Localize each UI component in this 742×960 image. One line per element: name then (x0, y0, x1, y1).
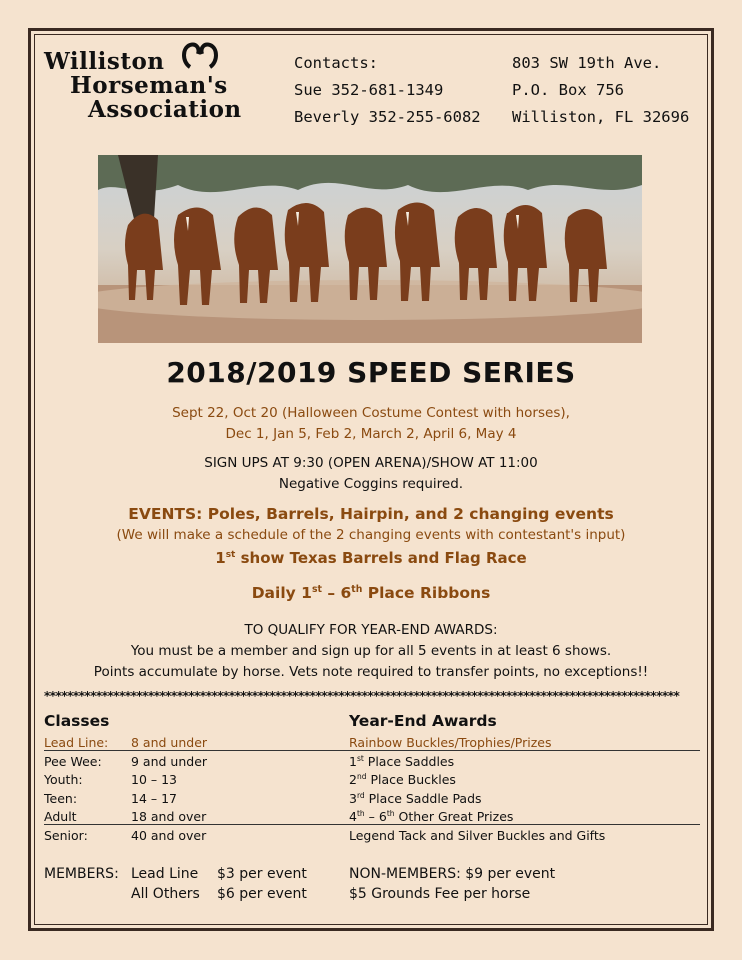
award-legend-tack: Legend Tack and Silver Buckles and Gifts (349, 828, 606, 843)
classes-heading: Classes (44, 712, 110, 730)
star-divider: ************************************************************************************************************** (44, 689, 680, 703)
award-first: 1st Place Saddles (349, 754, 455, 770)
contacts-block (294, 50, 481, 131)
page-title: 2018/2019 SPEED SERIES (166, 356, 576, 389)
coggins-note: Negative Coggins required. (278, 476, 464, 492)
class-age-leadline: 8 and under (131, 735, 208, 750)
class-age-youth: 10 – 13 (131, 772, 178, 787)
signup-block (34, 453, 708, 495)
class-age-senior: 40 and over (131, 828, 207, 843)
award-fourth-sixth: 4th – 6th Other Great Prizes (349, 809, 514, 825)
qualify-rule-1: You must be a member and sign up for all 5 events in at least 6 shows. (130, 643, 612, 659)
class-age-adult: 18 and over (131, 809, 207, 824)
class-age-peewee: 9 and under (131, 754, 208, 769)
dates-block (34, 403, 708, 445)
signup-time: SIGN UPS AT 9:30 (OPEN ARENA)/SHOW AT 11:00 (204, 455, 538, 471)
class-name-peewee: Pee Wee: (44, 754, 102, 769)
fee-grounds: $5 Grounds Fee per horse (349, 886, 531, 902)
qualify-heading: TO QUALIFY FOR YEAR-END AWARDS: (244, 622, 498, 638)
logo-line-1: Williston (44, 48, 165, 75)
events-schedule-note: (We will make a schedule of the 2 changing events with contestant's input) (116, 527, 626, 543)
fee-nonmembers: NON-MEMBERS: $9 per event (349, 866, 556, 882)
members-label: MEMBERS: (44, 866, 119, 882)
award-second: 2nd Place Buckles (349, 772, 456, 788)
contact-sue: Sue 352-681-1349 (294, 81, 444, 99)
table-rule-top (44, 750, 700, 751)
horses-illustration (98, 155, 642, 343)
class-name-teen: Teen: (44, 791, 78, 806)
class-name-adult: Adult (44, 809, 77, 824)
award-rainbow: Rainbow Buckles/Trophies/Prizes (349, 735, 552, 750)
class-name-senior: Senior: (44, 828, 88, 843)
qualify-rule-2: Points accumulate by horse. Vets note required to transfer points, no exceptions!! (93, 664, 649, 680)
address-city: Williston, FL 32696 (512, 108, 690, 126)
fee-leadline-label: Lead Line (131, 866, 199, 882)
contact-beverly: Beverly 352-255-6082 (294, 108, 481, 126)
awards-heading: Year-End Awards (349, 712, 497, 730)
fee-others-label: All Others (131, 886, 200, 902)
class-name-youth: Youth: (44, 772, 83, 787)
dates-line-2: Dec 1, Jan 5, Feb 2, March 2, April 6, May 4 (225, 426, 517, 442)
address-block (512, 50, 689, 131)
first-show-line: 1st show Texas Barrels and Flag Race (215, 549, 527, 567)
contacts-heading: Contacts: (294, 54, 378, 72)
ribbons-line: Daily 1st – 6th Place Ribbons (251, 584, 491, 603)
horseshoe-icon (180, 42, 220, 70)
logo-line-2: Horseman's (70, 72, 228, 99)
address-street: 803 SW 19th Ave. (512, 54, 662, 72)
award-third: 3rd Place Saddle Pads (349, 791, 482, 807)
qualify-block (34, 620, 708, 683)
class-name-leadline: Lead Line: (44, 735, 109, 750)
horses-photo (98, 155, 642, 343)
address-pobox: P.O. Box 756 (512, 81, 624, 99)
events-line: EVENTS: Poles, Barrels, Hairpin, and 2 changing events (128, 505, 614, 523)
fee-leadline-amount: $3 per event (217, 866, 307, 882)
logo-line-3: Association (88, 96, 242, 123)
fee-others-amount: $6 per event (217, 886, 307, 902)
org-logo (44, 48, 254, 126)
class-age-teen: 14 – 17 (131, 791, 178, 806)
dates-line-1: Sept 22, Oct 20 (Halloween Costume Contest with horses), (172, 405, 570, 421)
